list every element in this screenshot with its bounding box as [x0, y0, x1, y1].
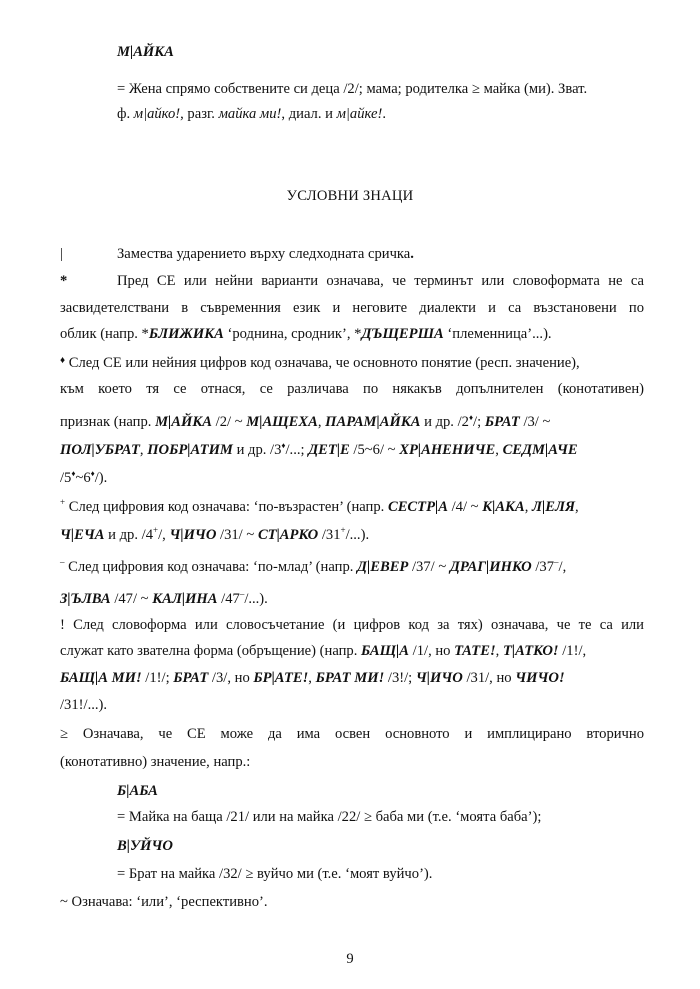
stress-mark-symbol: | — [60, 246, 63, 262]
example-baba-headword: Б|АБА — [117, 783, 158, 799]
diamond-symbol: ♦ — [60, 355, 66, 366]
plus-symbol: + — [60, 497, 66, 507]
item-diamond-line-4: ПОЛ|УБРАТ, ПОБР|АТИМ и др. /3♦/...; ДЕТ|Е /5~6/ ~ ХР|АНЕНИЧЕ, СЕДМ|АЧЕ — [60, 441, 578, 458]
item-plus-line-2: Ч|ЕЧА и др. /4+/, Ч|ИЧО /31/ ~ СТ|АРКО /31+/...). — [60, 525, 370, 543]
asterisk-symbol: * — [60, 273, 68, 289]
minus-symbol: – — [60, 557, 65, 567]
item-asterisk-line-1: * Пред СЕ или нейни варианти означава, че терминът или словоформата не са — [60, 273, 644, 289]
entry-definition-line-2: ф. м|айко!, разг. майка ми!, диал. и м|айке!. — [117, 106, 386, 122]
item-minus-line-2: З|ЪЛВА /47/ ~ КАЛ|ИНА /47–/...). — [60, 589, 268, 607]
item-tilde: ~ Означава: ‘или’, ‘респективно’. — [60, 894, 268, 910]
example-vuicho-headword: В|УЙЧО — [117, 838, 173, 854]
section-title: УСЛОВНИ ЗНАЦИ — [286, 188, 414, 204]
item-diamond-line-2: към което тя се отнася, се различава по някакъв допълнителен (конотативен) — [60, 381, 644, 397]
item-vocative-line-4: /31!/...). — [60, 697, 108, 713]
item-minus-line-1: – След цифровия код означава: ‘по-млад’ (напр. Д|ЕВЕР /37/ ~ ДРАГ|ИНКО /37–/, — [60, 557, 567, 575]
item-vocative-line-1: ! След словоформа или словосъчетание (и цифров код за тях) означава, че те са или — [60, 617, 644, 633]
item-vocative-line-3: БАЩ|А МИ! /1!/; БРАТ /3/, но БР|АТЕ!, БРАТ МИ! /3!/; Ч|ИЧО /31/, но ЧИЧО! — [60, 670, 565, 686]
entry-headword — [117, 42, 644, 62]
item-diamond-line-5: /5♦~6♦/). — [60, 469, 108, 486]
example-baba-definition: = Майка на баща /21/ или на майка /22/ ≥ баба ми (т.е. ‘моята баба’); — [117, 809, 542, 825]
item-stress-mark: | Замества ударението върху следходната сричка. — [60, 246, 414, 262]
item-diamond-line-3: признак (напр. М|АЙКА /2/ ~ М|АЩЕХА, ПАРАМ|АЙКА и др. /2♦/; БРАТ /3/ ~ — [60, 413, 551, 430]
item-diamond-line-1: ♦ След СЕ или нейния цифров код означава, че основното понятие (респ. значение), — [60, 355, 580, 371]
item-asterisk-line-3: облик (напр. *БЛИЖИКА ‘роднина, сродник’, *ДЪЩЕРША ‘племенница’...). — [60, 326, 552, 342]
item-geq-line-2: (конотативно) значение, напр.: — [60, 754, 251, 770]
example-vuicho-definition: = Брат на майка /32/ ≥ вуйчо ми (т.е. ‘моят вуйчо’). — [117, 866, 433, 882]
entry-definition-line-1: = Жена спрямо собствените си деца /2/; мама; родителка ≥ майка (ми). Зват. — [117, 81, 588, 97]
item-vocative-line-2: служат като звателна форма (обръщение) (напр. БАЩ|А /1/, но ТАТЕ!, Т|АТКО! /1!/, — [60, 643, 587, 659]
headword-maika: М|АЙКА — [117, 44, 174, 60]
item-geq-line-1: ≥ Означава, че СЕ може да има освен основното и имплицирано вторично — [60, 726, 644, 742]
page-number: 9 — [346, 951, 354, 967]
item-plus-line-1: + След цифровия код означава: ‘по-възрастен’ (напр. СЕСТР|А /4/ ~ К|АКА, Л|ЕЛЯ, — [60, 497, 579, 515]
item-asterisk-line-2: засвидетелствани в съвременния език и неговите диалекти и са възстановени по — [60, 300, 644, 316]
